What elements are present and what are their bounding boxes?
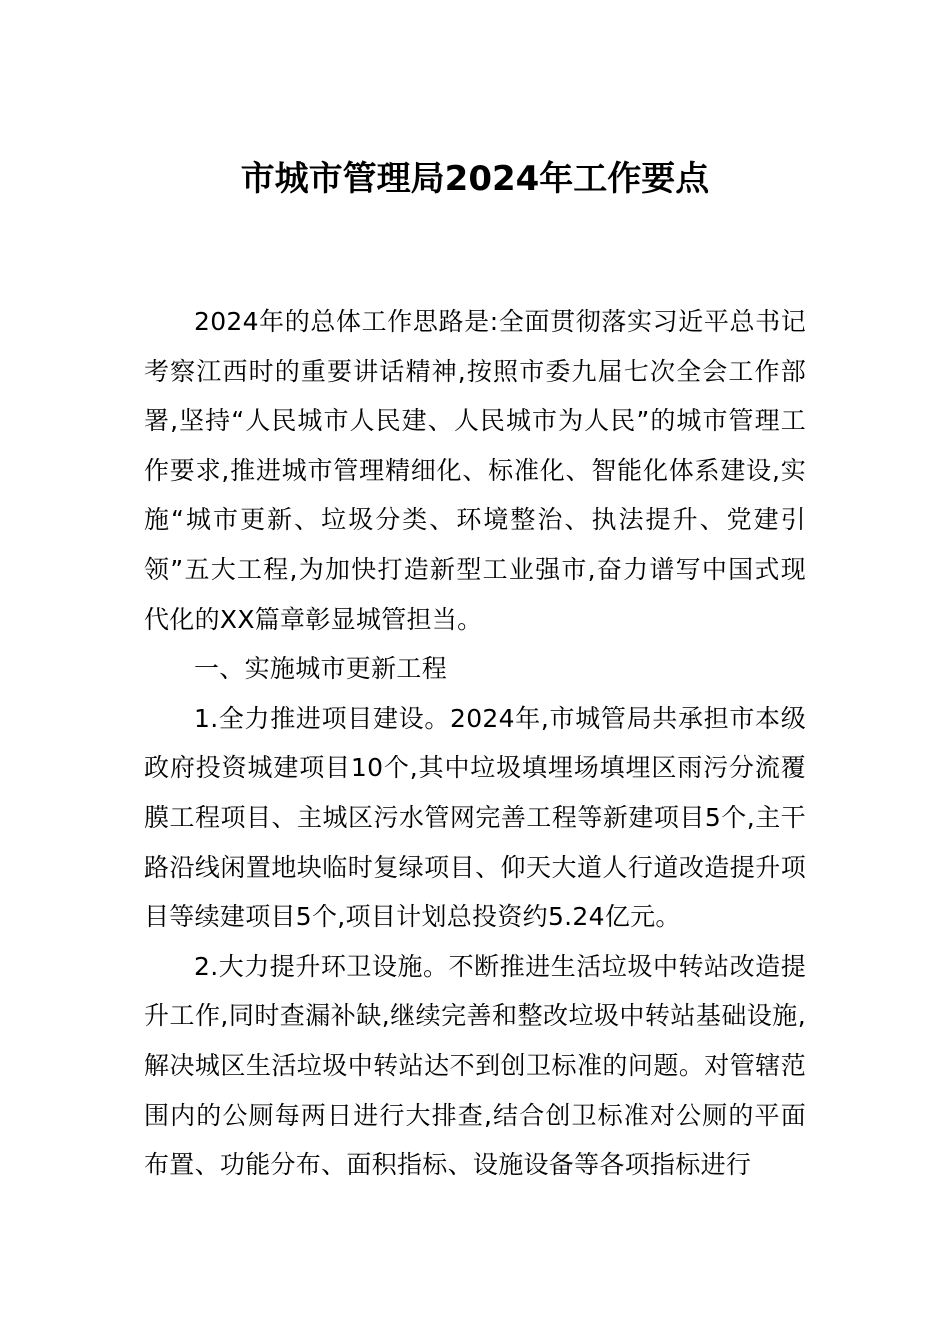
paragraph-project-construction: 1.全力推进项目建设。2024年,市城管局共承担市本级政府投资城建项目10个,其中垃圾填埋场填埋区雨污分流覆膜工程项目、主城区污水管网完善工程等新建项目5个,主干路沿线闲置地块临时复绿项目、仰天大道人行道改造提升项目等续建项目5个,项目计划总投资约5.24亿元。 <box>144 703 806 932</box>
document-body <box>144 297 806 1190</box>
section-heading-urban-renewal: 一、实施城市更新工程 <box>194 654 448 684</box>
paragraph-overview: 2024年的总体工作思路是:全面贯彻落实习近平总书记考察江西时的重要讲话精神,按照市委九届七次全会工作部署,坚持“人民城市人民建、人民城市为人民”的城市管理工作要求,推进城市管理精细化、标准化、智能化体系建设,实施“城市更新、垃圾分类、环境整治、执法提升、党建引领”五大工程,为加快打造新型工业强市,奋力谱写中国式现代化的XX篇章彰显城管担当。 <box>144 307 806 634</box>
document-title: 市城市管理局2024年工作要点 <box>240 159 710 199</box>
paragraph-sanitation-facilities: 2.大力提升环卫设施。不断推进生活垃圾中转站改造提升工作,同时查漏补缺,继续完善和整改垃圾中转站基础设施,解决城区生活垃圾中转站达不到创卫标准的问题。对管辖范围内的公厕每两日进行大排查,结合创卫标准对公厕的平面布置、功能分布、面积指标、设施设备等各项指标进行 <box>144 951 806 1180</box>
